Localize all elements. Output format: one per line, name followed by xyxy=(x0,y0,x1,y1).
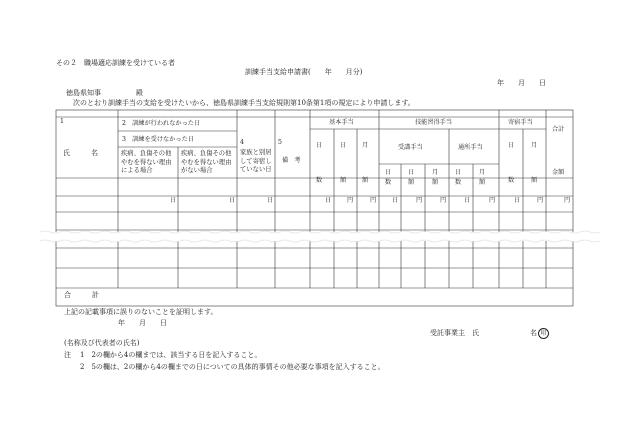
basic-month-h: 月 xyxy=(362,142,369,149)
unit-col3b: 日 xyxy=(229,197,236,204)
intro-text: 次のとおり訓練手当の支給を受けたいから、徳島県訓練手当支給規則第10条第1項の規定により申請します。 xyxy=(73,99,415,107)
boarding-month-h: 月 xyxy=(531,142,538,149)
boarding-count-h: 数 xyxy=(508,177,515,184)
col4-text: 家族と別居して寄宿していない日 xyxy=(240,149,272,174)
certify-date: 年 月 日 xyxy=(118,319,167,327)
boarding-allowance-header: 寄宿手当 xyxy=(508,119,533,126)
col5-number: 5 xyxy=(278,139,282,146)
amount-header: 金額 xyxy=(552,169,565,176)
lecture-day-h: 日 xyxy=(385,169,392,176)
certify-text: 上記の記載事項に誤りのないことを証明します。 xyxy=(64,308,218,316)
total-row-label: 合 計 xyxy=(64,291,99,299)
col3-sub-unexcused: 疾病、負傷その他やむを得ない理由がない場合 xyxy=(181,150,232,175)
unit-basic-day: 日 xyxy=(325,197,332,204)
unit-col3a: 日 xyxy=(170,197,177,204)
unit-commute-yen: 円 xyxy=(489,197,496,204)
boarding-day-h: 日 xyxy=(508,142,515,149)
addressee: 徳島県知事 殿 xyxy=(66,89,143,97)
unit-lecture-yen: 円 xyxy=(416,197,423,204)
note-2: 2 5の欄は、2の欄から4の欄までの日についての具体的事情その他必要な事項を記入すること。 xyxy=(80,363,385,371)
unit-basic-yen2: 円 xyxy=(370,197,377,204)
basic-days-label: 数 xyxy=(316,177,323,184)
basic-monthly-amount-h: 額 xyxy=(362,177,369,184)
unit-col4: 日 xyxy=(267,197,274,204)
lecture-amount-h: 額 xyxy=(408,179,415,186)
total-header: 合計 xyxy=(552,126,565,133)
col3-sub-excused: 疾病、負傷その他やむを得ない理由による場合 xyxy=(121,150,172,175)
lecture-day-h2: 日 xyxy=(408,169,415,176)
col4-number: 4 xyxy=(240,139,244,146)
basic-amount-h: 額 xyxy=(340,177,347,184)
skill-allowance-header: 技能習得手当 xyxy=(415,119,453,126)
note-1: 1 2の欄から4の欄までは、該当する日を記入すること。 xyxy=(80,351,262,359)
commute-count-h: 数 xyxy=(455,179,462,186)
lecture-month-h: 月 xyxy=(432,169,439,176)
basic-allowance-header: 基本手当 xyxy=(329,119,354,126)
commute-month-h: 月 xyxy=(479,169,486,176)
representative-name-label: (名称及び代表者の氏名) xyxy=(64,339,140,347)
unit-basic-yen: 円 xyxy=(347,197,354,204)
boarding-amount-h: 額 xyxy=(531,177,538,184)
name-label: 名 xyxy=(530,329,537,337)
unit-lecture-yen2: 円 xyxy=(440,197,447,204)
lecture-monthly-amount-h: 額 xyxy=(432,179,439,186)
col1-name-label: 氏 名 xyxy=(63,149,98,157)
application-date: 年 月 日 xyxy=(497,79,546,87)
basic-day-h: 日 xyxy=(316,142,323,149)
lecture-count-h: 数 xyxy=(385,179,392,186)
unit-commute-day: 日 xyxy=(464,197,471,204)
section-title: その２ 職場適応訓練を受けている者 xyxy=(56,59,175,67)
basic-day-h2: 日 xyxy=(340,142,347,149)
note-label: 注 xyxy=(64,351,71,359)
commute-allowance-header: 通所手当 xyxy=(458,144,483,151)
commute-day-h: 日 xyxy=(455,169,462,176)
unit-lecture-day: 日 xyxy=(392,197,399,204)
lecture-allowance-header: 受講手当 xyxy=(398,144,423,151)
unit-total-yen: 円 xyxy=(564,197,571,204)
form-title: 訓練手当支給申請書( 年 月分) xyxy=(245,68,363,76)
col1-number: 1 xyxy=(60,118,64,125)
col5-remarks: 備 考 xyxy=(282,157,301,164)
col3-header: 3 訓練を受けなかった日 xyxy=(122,136,194,143)
commute-monthly-amount-h: 額 xyxy=(479,179,486,186)
seal-mark: 印 xyxy=(538,328,549,339)
employer-label: 受託事業主 氏 xyxy=(430,329,479,337)
unit-boarding-yen: 円 xyxy=(537,197,544,204)
col2-header: 2 訓練が行われなかった日 xyxy=(122,120,201,127)
unit-boarding-day: 日 xyxy=(514,197,521,204)
